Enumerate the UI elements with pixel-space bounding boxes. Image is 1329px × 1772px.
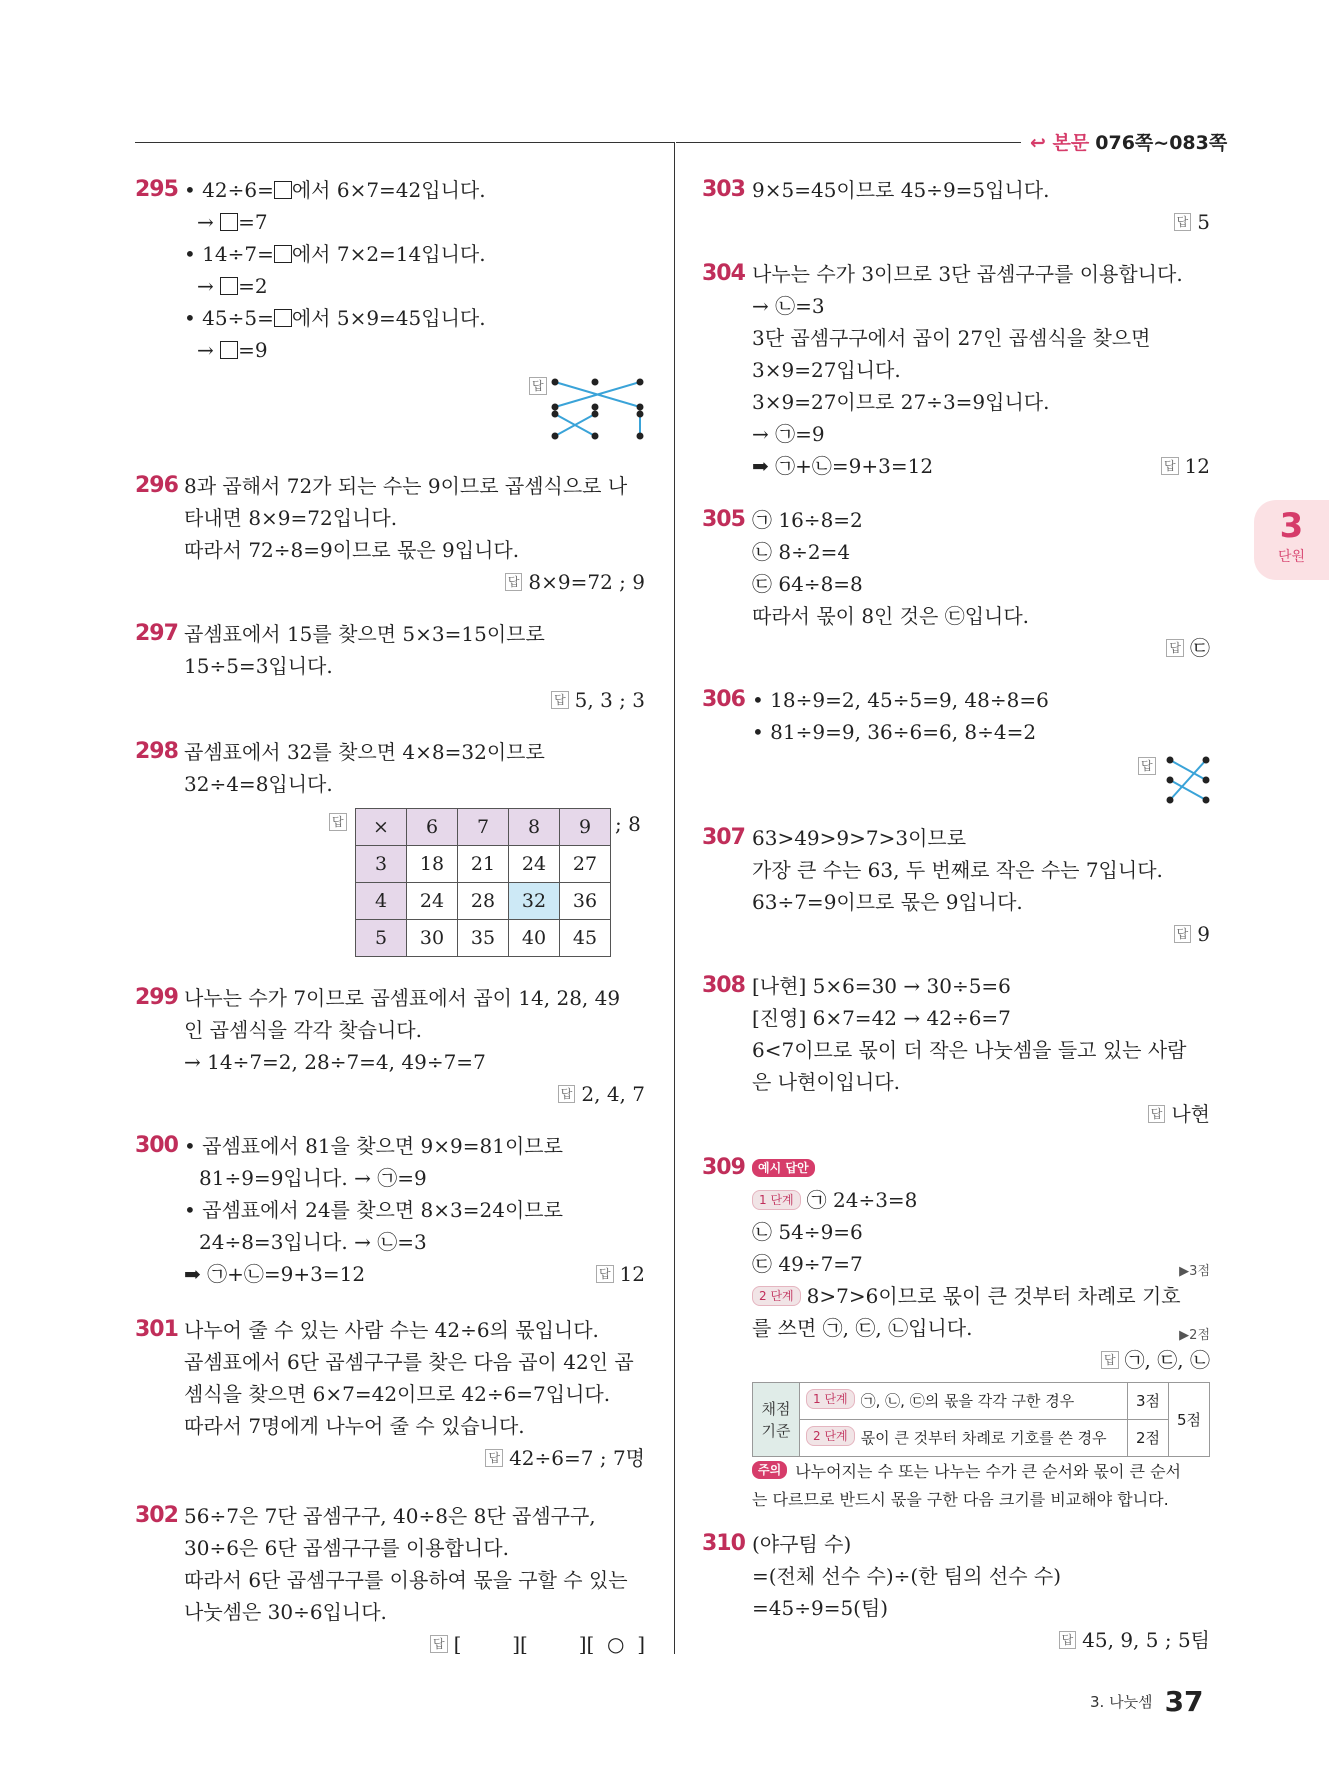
problem-297	[135, 618, 645, 718]
problem-301	[135, 1314, 645, 1484]
solution-line: ➡ ㉠+㉡=9+3=12	[184, 1262, 366, 1286]
problem-296	[135, 470, 645, 600]
warning-note-line: 는 다르므로 반드시 몫을 구한 다음 크기를 비교해야 합니다.	[752, 1490, 1169, 1509]
solution-line: 2 단계 8>7>6이므로 몫이 큰 것부터 차례로 기호	[752, 1280, 1181, 1312]
solution-line: 8과 곱해서 72가 되는 수는 9이므로 곱셈식으로 나	[184, 474, 628, 498]
solution-line: (야구팀 수)	[752, 1532, 852, 1556]
solution-line: 나누는 수가 7이므로 곱셈표에서 곱이 14, 28, 49	[184, 986, 621, 1010]
problem-298	[135, 736, 645, 956]
unit-label: 단원	[1277, 549, 1306, 565]
solution-line: 따라서 72÷8=9이므로 몫은 9입니다.	[184, 538, 520, 562]
answer: 답 ㉠, ㉢, ㉡	[1101, 1344, 1210, 1376]
problem-number: 300	[135, 1133, 178, 1158]
warning-note: 주의 나누어지는 수 또는 나누는 수가 큰 순서와 몫이 큰 순서	[752, 1458, 1181, 1486]
solution-line: → 14÷7=2, 28÷7=4, 49÷7=7	[184, 1050, 486, 1074]
matching-lines-diagram	[555, 374, 655, 444]
solution-line: 63>49>9>7>3이므로	[752, 826, 967, 850]
solution-line: 30÷6은 6단 곱셈구구를 이용합니다.	[184, 1536, 509, 1560]
criteria-row: 1 단계 ㉠, ㉡, ㉢의 몫을 각각 구한 경우	[800, 1383, 1128, 1420]
problem-305	[702, 504, 1210, 664]
solution-line: • 14÷7= 에서 7×2=14입니다.	[184, 242, 486, 266]
example-answer-tag: 예시 답안	[752, 1152, 815, 1184]
solution-line: 나눗셈은 30÷6입니다.	[184, 1600, 387, 1624]
problem-310	[702, 1528, 1210, 1668]
solution-line: [진영] 6×7=42 → 42÷6=7	[752, 1006, 1011, 1030]
solution-line: ㉡ 8÷2=4	[752, 540, 851, 564]
column-divider	[674, 142, 675, 1654]
reference-label: 본문	[1052, 132, 1090, 154]
problem-306	[702, 684, 1210, 804]
problem-295	[135, 174, 645, 424]
solution-line: ➡ ㉠+㉡=9+3=12	[752, 454, 934, 478]
solution-line: 9×5=45이므로 45÷9=5입니다.	[752, 178, 1050, 202]
solution-line: → ㉡=3	[752, 294, 825, 318]
answer: 답 8×9=72 ; 9	[505, 566, 645, 598]
answer: 답 2, 4, 7	[558, 1078, 645, 1110]
unit-number: 3	[1279, 506, 1304, 546]
solution-line: 곱셈표에서 6단 곱셈구구를 찾은 다음 곱이 42인 곱	[184, 1350, 634, 1374]
blank-box-icon	[274, 309, 292, 327]
top-rule-right	[676, 142, 1021, 143]
problem-number: 301	[135, 1317, 178, 1342]
answer: 답 ㉢	[1166, 632, 1210, 664]
solution-line: 나누는 수가 3이므로 3단 곱셈구구를 이용합니다.	[752, 262, 1183, 286]
blank-box-icon	[220, 277, 238, 295]
solution-line: 3단 곱셈구구에서 곱이 27인 곱셈식을 찾으면	[752, 326, 1151, 350]
answer: 답 [ ][ ][ ○ ]	[430, 1628, 645, 1660]
unit-tab	[1254, 500, 1329, 580]
problem-number: 307	[702, 825, 745, 850]
grading-header: 채점 기준	[753, 1383, 800, 1457]
solution-line: 곱셈표에서 15를 찾으면 5×3=15이므로	[184, 622, 545, 646]
solution-line: 따라서 6단 곱셈구구를 이용하여 몫을 구할 수 있는	[184, 1568, 628, 1592]
problem-number: 296	[135, 473, 178, 498]
problem-number: 295	[135, 177, 178, 202]
solution-line: 63÷7=9이므로 몫은 9입니다.	[752, 890, 1023, 914]
answer: 답 5	[1174, 206, 1210, 238]
solution-line: → =9	[197, 338, 268, 362]
solution-line: 56÷7은 7단 곱셈구구, 40÷8은 8단 곱셈구구,	[184, 1504, 596, 1528]
problem-number: 303	[702, 177, 745, 202]
problem-number: 297	[135, 621, 178, 646]
solution-line: 은 나현이입니다.	[752, 1070, 900, 1094]
solution-line: ㉢ 49÷7=7	[752, 1252, 863, 1276]
solution-line: 나누어 줄 수 있는 사람 수는 42÷6의 몫입니다.	[184, 1318, 599, 1342]
blank-box-icon	[220, 213, 238, 231]
problem-308	[702, 970, 1210, 1130]
solution-line: • 곱셈표에서 24를 찾으면 8×3=24이므로	[184, 1198, 563, 1222]
problem-number: 309	[702, 1155, 745, 1180]
solution-line: • 81÷9=9, 36÷6=6, 8÷4=2	[752, 720, 1037, 744]
solution-line: ㉠ 16÷8=2	[752, 508, 863, 532]
problem-number: 308	[702, 973, 745, 998]
problem-number: 299	[135, 985, 178, 1010]
solution-line: → ㉠=9	[752, 422, 825, 446]
points: ▶3점	[1179, 1264, 1210, 1279]
solution-line: • 45÷5= 에서 5×9=45입니다.	[184, 306, 486, 330]
answer: 답 9	[1174, 918, 1210, 950]
step-tag: 2 단계	[752, 1286, 801, 1306]
matching-lines-diagram	[1166, 756, 1212, 804]
solution-line: 81÷9=9입니다. → ㉠=9	[199, 1166, 427, 1190]
grading-criteria-table: 채점 기준 1 단계 ㉠, ㉡, ㉢의 몫을 각각 구한 경우 3점 5점 2 단계 몫이 큰 것부터 차례로 기호를 쓴 경우 2점	[752, 1382, 1210, 1457]
solution-line: [나현] 5×6=30 → 30÷5=6	[752, 974, 1011, 998]
answer: 답 나현	[1148, 1098, 1210, 1130]
blank-box-icon	[274, 181, 292, 199]
solution-line: =45÷9=5(팀)	[752, 1596, 889, 1620]
solution-line: 곱셈표에서 32를 찾으면 4×8=32이므로	[184, 740, 545, 764]
solution-line: → =7	[197, 210, 268, 234]
page-number: 37	[1164, 1685, 1204, 1718]
answer: 답 12	[1161, 450, 1210, 482]
problem-number: 304	[702, 261, 745, 286]
problem-299	[135, 982, 645, 1112]
blank-box-icon	[274, 245, 292, 263]
problem-304	[702, 258, 1210, 488]
reference-pages: 076쪽~083쪽	[1095, 132, 1228, 154]
solution-line: 3×9=27입니다.	[752, 358, 901, 382]
problem-303	[702, 174, 1210, 244]
page-reference	[1030, 128, 1227, 155]
problem-number: 310	[702, 1531, 745, 1556]
solution-line: 를 쓰면 ㉠, ㉢, ㉡입니다.	[752, 1316, 973, 1340]
solution-line: → =2	[197, 274, 268, 298]
return-arrow-icon: ↩	[1030, 132, 1046, 154]
solution-line: 32÷4=8입니다.	[184, 772, 333, 796]
solution-line: =(전체 선수 수)÷(한 팀의 선수 수)	[752, 1564, 1062, 1588]
solution-line: 1 단계 ㉠ 24÷3=8	[752, 1184, 917, 1216]
solution-line: 3×9=27이므로 27÷3=9입니다.	[752, 390, 1050, 414]
blank-box-icon	[220, 341, 238, 359]
solution-line: ㉡ 54÷9=6	[752, 1220, 863, 1244]
answer: 답 12	[596, 1258, 645, 1290]
solution-line: 셈식을 찾으면 6×7=42이므로 42÷6=7입니다.	[184, 1382, 611, 1406]
solution-line: • 42÷6= 에서 6×7=42입니다.	[184, 178, 486, 202]
chapter-title: 3. 나눗셈	[1090, 1693, 1153, 1711]
problem-302	[135, 1500, 645, 1670]
answer: 답 45, 9, 5 ; 5팀	[1059, 1624, 1210, 1656]
step-tag: 1 단계	[752, 1190, 801, 1210]
solution-line: 따라서 몫이 8인 것은 ㉢입니다.	[752, 604, 1030, 628]
answer: 답 5, 3 ; 3	[551, 684, 645, 716]
answer-suffix: ; 8	[615, 812, 641, 836]
top-rule-left	[135, 142, 675, 143]
solution-line: 따라서 7명에게 나누어 줄 수 있습니다.	[184, 1414, 525, 1438]
answer-label: 답	[529, 370, 553, 402]
solution-line: 24÷8=3입니다. → ㉡=3	[199, 1230, 427, 1254]
criteria-row: 2 단계 몫이 큰 것부터 차례로 기호를 쓴 경우	[800, 1420, 1128, 1457]
grading-total: 5점	[1169, 1383, 1210, 1457]
problem-number: 306	[702, 687, 745, 712]
problem-number: 298	[135, 739, 178, 764]
problem-309	[702, 1152, 1210, 1512]
solution-line: ㉢ 64÷8=8	[752, 572, 863, 596]
problem-300	[135, 1130, 645, 1300]
problem-number: 302	[135, 1503, 178, 1528]
solution-line: 인 곱셈식을 각각 찾습니다.	[184, 1018, 422, 1042]
answer: 답 42÷6=7 ; 7명	[485, 1442, 645, 1474]
multiplication-table: × 6 7 8 9 3 18 21 24 27 4 24 28 32 36 5 30 35 40 45	[355, 808, 611, 957]
answer-label: 답	[1138, 750, 1162, 782]
solution-line: 15÷5=3입니다.	[184, 654, 333, 678]
solution-line: 6<7이므로 몫이 더 작은 나눗셈을 들고 있는 사람	[752, 1038, 1187, 1062]
problem-number: 305	[702, 507, 745, 532]
solution-line: 타내면 8×9=72입니다.	[184, 506, 398, 530]
answer-label: 답	[329, 806, 353, 838]
solution-line: • 18÷9=2, 45÷5=9, 48÷8=6	[752, 688, 1049, 712]
points: ▶2점	[1179, 1328, 1210, 1343]
problem-307	[702, 822, 1210, 952]
page-footer	[1090, 1685, 1204, 1718]
solution-line: 가장 큰 수는 63, 두 번째로 작은 수는 7입니다.	[752, 858, 1163, 882]
solution-line: • 곱셈표에서 81을 찾으면 9×9=81이므로	[184, 1134, 563, 1158]
